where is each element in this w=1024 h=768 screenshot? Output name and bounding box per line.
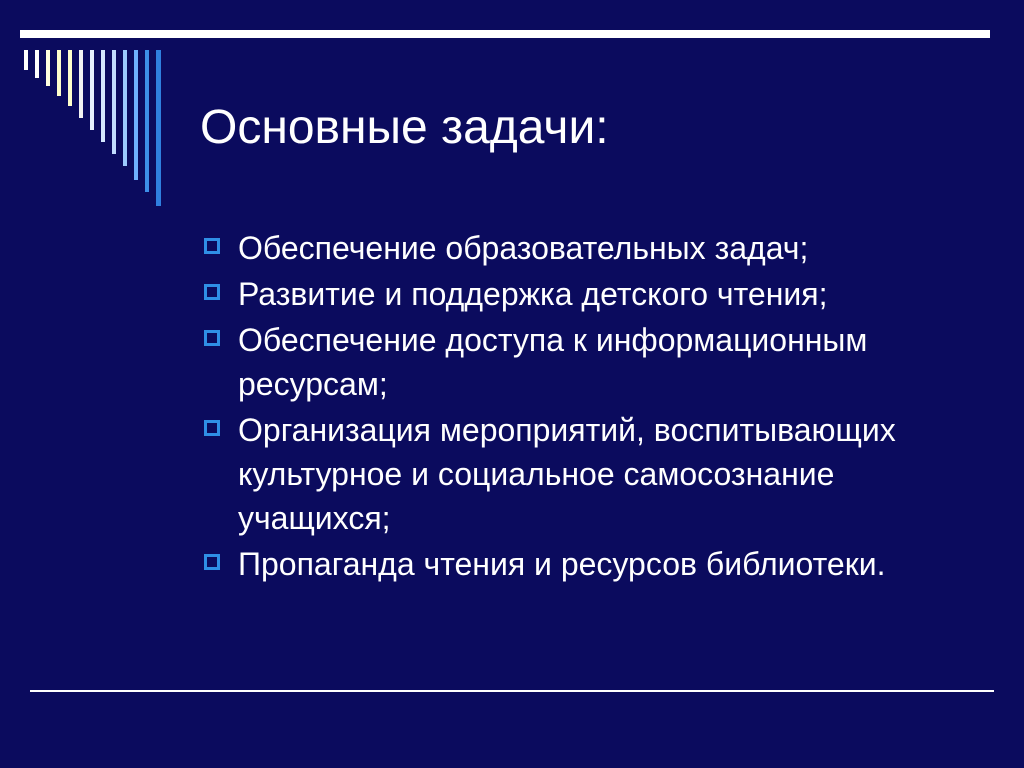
hollow-square-bullet-icon [204, 420, 220, 436]
list-item-text: Организация мероприятий, воспитывающих культурное и социальное самосознание учащихся; [238, 412, 896, 536]
list-item [200, 272, 990, 316]
bullet-list [200, 226, 990, 588]
hollow-square-bullet-icon [204, 554, 220, 570]
list-item-text: Обеспечение образовательных задач; [238, 230, 809, 266]
hollow-square-bullet-icon [204, 238, 220, 254]
bottom-rule [30, 690, 994, 692]
list-item [200, 542, 990, 586]
list-item [200, 226, 990, 270]
hollow-square-bullet-icon [204, 330, 220, 346]
list-item [200, 408, 990, 540]
list-item-text: Обеспечение доступа к информационным ресурсам; [238, 322, 868, 402]
vertical-stripes-icon [0, 0, 180, 220]
hollow-square-bullet-icon [204, 284, 220, 300]
list-item-text: Развитие и поддержка детского чтения; [238, 276, 828, 312]
list-item [200, 318, 990, 406]
list-item-text: Пропаганда чтения и ресурсов библиотеки. [238, 546, 886, 582]
slide-title: Основные задачи: [200, 101, 609, 154]
